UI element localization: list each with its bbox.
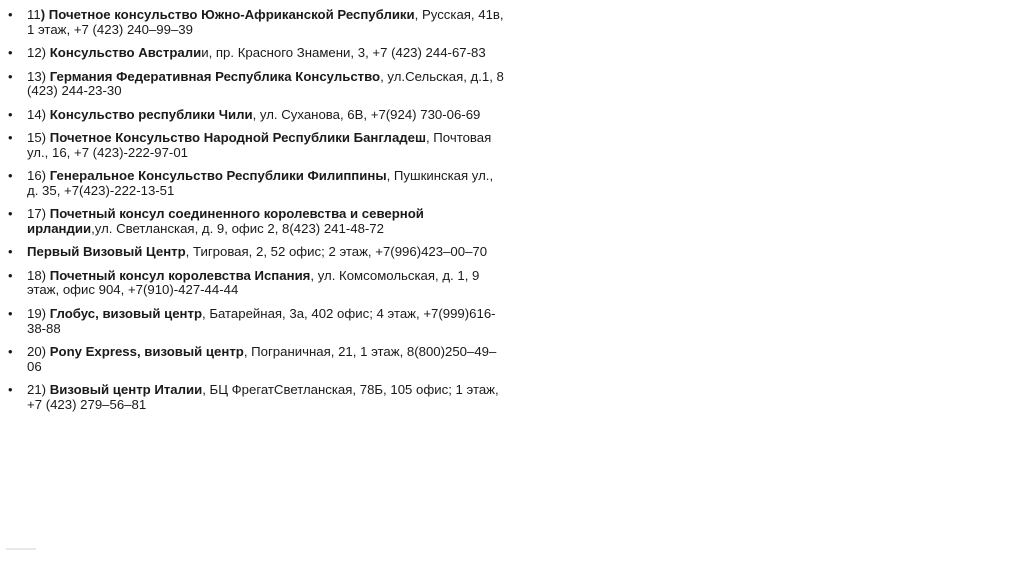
bullet-icon: •	[8, 206, 13, 222]
bullet-icon: •	[8, 267, 13, 283]
item-text: 12)	[27, 45, 50, 61]
item-name: Консульство республики Чили	[49, 106, 253, 122]
list-item	[8, 108, 508, 123]
item-name: Почетный консул соединенного королевства и северной ирландии	[27, 206, 424, 236]
item-text: 16)	[27, 168, 50, 184]
item-name: Почетное Консульство Народной Республики Бангладеш	[49, 130, 426, 146]
item-text: 15)	[27, 130, 50, 146]
bullet-icon: •	[8, 382, 13, 398]
item-name: Германия Федеративная Республика Консульство	[49, 68, 381, 84]
bullet-icon: •	[8, 7, 13, 22]
item-name: Почетный консул королевства Испания	[49, 267, 311, 283]
item-text: , Почтовая ул., 16, +7 (423)-222-97-01	[27, 130, 492, 160]
item-text: , БЦ ФрегатСветланская, 78Б, 105 офис; 1 этаж, +7 (423) 279–56–81	[27, 382, 499, 412]
bullet-icon: •	[8, 305, 13, 321]
list-item	[8, 70, 508, 99]
item-text: 19)	[27, 305, 50, 321]
item-text: 21)	[27, 382, 50, 398]
bullet-icon: •	[8, 45, 13, 61]
item-text: , Русская, 41в, 1 этаж, +7 (423) 240–99–39	[27, 7, 504, 37]
item-text: 13)	[27, 68, 50, 84]
list-item	[8, 345, 508, 374]
item-text: 18)	[27, 267, 50, 283]
list-item	[8, 307, 508, 336]
list-item	[8, 131, 508, 160]
item-name: ) Почетное консульство Южно-Африканской Республики	[40, 7, 415, 22]
item-text: ,ул. Светланская, д. 9, офис 2, 8(423) 241-48-72	[91, 220, 384, 236]
bullet-icon: •	[8, 106, 13, 122]
item-text: и, пр. Красного Знамени, 3, +7 (423) 244-67-83	[201, 45, 486, 61]
item-text: 11	[27, 7, 41, 22]
item-text: , ул. Комсомольская, д. 1, 9 этаж, офис 904, +7(910)-427-44-44	[27, 267, 480, 298]
item-name: Консульство Австрали	[49, 45, 202, 61]
item-text: , ул. Суханова, 6В, +7(924) 730-06-69	[252, 106, 481, 122]
list-item	[8, 169, 508, 198]
bullet-icon: •	[8, 344, 13, 359]
list-item	[8, 207, 508, 236]
item-name: Визовый центр Италии	[49, 382, 203, 398]
item-text: 14)	[27, 106, 50, 122]
bullet-icon: •	[8, 244, 13, 260]
bullet-icon: •	[8, 130, 13, 146]
item-text: , Батарейная, 3а, 402 офис; 4 этаж, +7(999)616-38-88	[27, 305, 496, 336]
consulate-list	[8, 8, 508, 421]
item-text: , Тигровая, 2, 52 офис; 2 этаж, +7(996)423–00–70	[185, 244, 488, 260]
item-name: Глобус, визовый центр	[49, 305, 203, 321]
list-item	[8, 8, 508, 37]
footer-mark	[6, 548, 36, 550]
list-item	[8, 383, 508, 412]
item-name: Pony Express, визовый центр	[49, 344, 244, 359]
item-text: , Пушкинская ул., д. 35, +7(423)-222-13-51	[27, 168, 494, 198]
list-item	[8, 245, 508, 260]
list-item	[8, 269, 508, 298]
item-text: 20)	[27, 344, 50, 359]
item-name: Генеральное Консульство Республики Филиппины	[49, 168, 387, 184]
item-text: 17)	[27, 206, 50, 222]
item-name: Первый Визовый Центр	[27, 244, 186, 260]
bullet-icon: •	[8, 168, 13, 184]
item-text: , ул.Сельская, д.1, 8 (423) 244-23-30	[27, 68, 504, 99]
list-item	[8, 46, 508, 61]
bullet-icon: •	[8, 68, 13, 84]
item-text: , Пограничная, 21, 1 этаж, 8(800)250–49–06	[27, 344, 497, 374]
